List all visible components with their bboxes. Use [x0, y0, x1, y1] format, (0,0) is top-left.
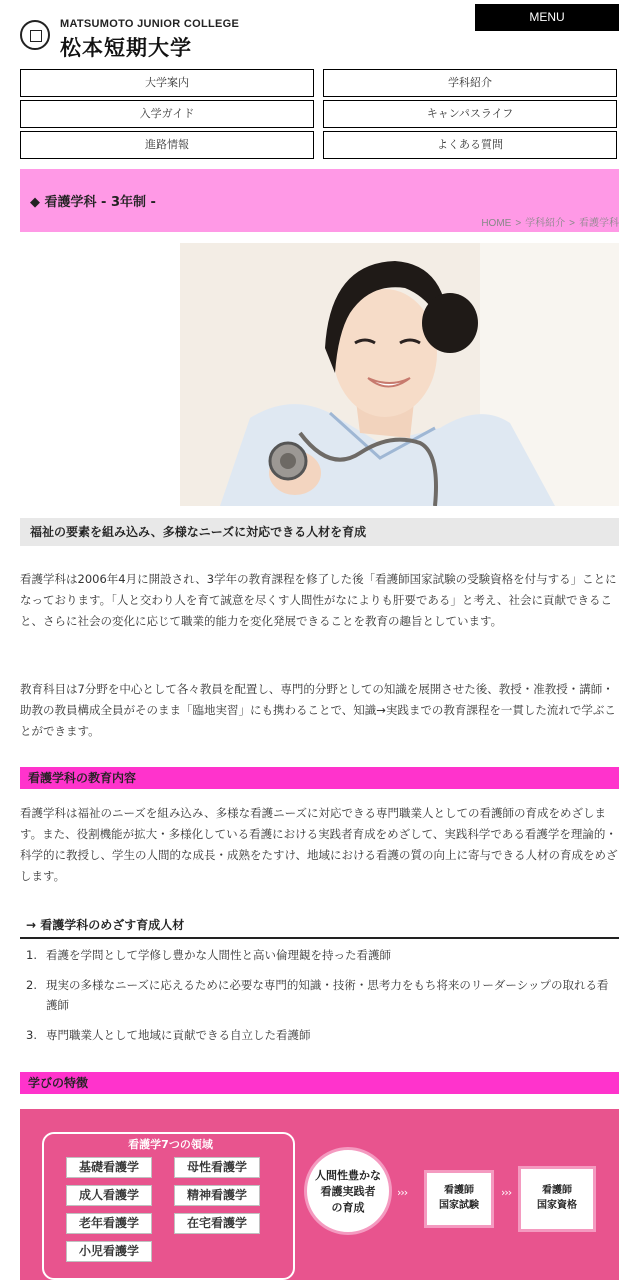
page-title: ◆ 看護学科 - 3年制 - [30, 195, 156, 210]
circle-line: 人間性豊かな [315, 1169, 381, 1182]
goals-list [20, 945, 619, 1045]
exam-line: 国家試験 [439, 1200, 479, 1211]
circle-line: の育成 [331, 1201, 365, 1214]
breadcrumb-current: 看護学科 [579, 218, 619, 229]
flow-arrow-icon: ››› [501, 1186, 512, 1199]
field-chip: 小児看護学 [66, 1241, 152, 1262]
field-chip: 基礎看護学 [66, 1157, 152, 1178]
logo-japanese[interactable]: 松本短期大学 [60, 36, 192, 60]
breadcrumb-separator: > [515, 218, 522, 229]
field-chip: 精神看護学 [174, 1185, 260, 1206]
field-chip: 老年看護学 [66, 1213, 152, 1234]
goal-text: 看護を学問として学修し豊かな人間性と高い倫理観を持った看護師 [46, 948, 391, 962]
nav-item-admissions[interactable]: 入学ガイド [20, 100, 314, 128]
intro-paragraph-1: 看護学科は2006年4月に開設され、3学年の教育課程を修了した後「看護師国家試験の受験資格を付与する」ことになっております。「人と交わり人を育て誠意を尽くす人間性がなによりも肝要である」と考え、社会に貢献できること、さらに社会の変化に応じて職業的能力を変化発展できることを教育の趣旨としています。 [20, 572, 617, 628]
field-chip: 成人看護学 [66, 1185, 152, 1206]
license-line: 国家資格 [537, 1200, 577, 1211]
nav-item-campus-life[interactable]: キャンパスライフ [323, 100, 617, 128]
menu-button[interactable]: MENU [475, 4, 619, 31]
exam-line: 看護師 [444, 1185, 474, 1196]
goal-number: 2. [26, 978, 37, 992]
nurse-illustration [180, 243, 619, 506]
nav-item-departments[interactable]: 学科紹介 [323, 69, 617, 97]
goal-text: 現実の多様なニーズに応えるために必要な専門的知識・技術・思考力をもち将来のリーダーシップの取れる看護師 [46, 978, 609, 1012]
license-line: 看護師 [542, 1185, 572, 1196]
goal-item [20, 1025, 619, 1045]
national-license-box [518, 1166, 596, 1232]
goal-circle [304, 1147, 392, 1235]
breadcrumb-separator: > [569, 218, 575, 229]
goal-item [20, 945, 619, 965]
field-chip: 母性看護学 [174, 1157, 260, 1178]
nursing-fields-title: 看護学7つの領域 [128, 1138, 213, 1151]
intro-paragraph-2: 教育科目は7分野を中心として各々教員を配置し、専門的分野としての知識を展開させた後、教授・准教授・講師・助教の教員構成全員がそのまま「臨地実習」にも携わることで、知識→実践までの教育課程を一貫した流れで学ぶことができます。 [20, 682, 616, 738]
circle-line: 看護実践者 [320, 1185, 376, 1198]
page-title-band [20, 169, 619, 232]
goal-number: 1. [26, 948, 37, 962]
logo-english[interactable]: MATSUMOTO JUNIOR COLLEGE [60, 18, 240, 30]
nav-item-career[interactable]: 進路情報 [20, 131, 314, 159]
national-exam-box [424, 1170, 494, 1228]
nav-item-faq[interactable]: よくある質問 [323, 131, 617, 159]
college-seal-icon[interactable] [20, 20, 50, 50]
goal-item [20, 975, 619, 1015]
education-paragraph: 看護学科は福祉のニーズを組み込み、多様な看護ニーズに対応できる専門職業人としての看護師の育成をめざします。また、役割機能が拡大・多様化している看護における実践者育成をめざして、実践科学である看護学を理論的・科学的に教授し、学生の人間的な成長・成熟をたすけ、地域における看護の質の向上に寄与できる人材の育成をめざします。 [20, 806, 618, 883]
breadcrumb-departments[interactable]: 学科紹介 [525, 218, 566, 229]
field-chip: 在宅看護学 [174, 1213, 260, 1234]
education-heading: 看護学科の教育内容 [20, 767, 619, 789]
nursing-fields-group [42, 1132, 295, 1280]
flow-arrow-icon: ››› [397, 1186, 408, 1199]
learning-features-diagram [20, 1109, 619, 1280]
goal-text: 専門職業人として地域に貢献できる自立した看護師 [46, 1028, 311, 1042]
hero-photo [180, 243, 619, 506]
nav-item-about[interactable]: 大学案内 [20, 69, 314, 97]
breadcrumb [481, 214, 619, 229]
breadcrumb-home[interactable]: HOME [481, 218, 512, 229]
site-header [0, 0, 640, 64]
features-heading: 学びの特徴 [20, 1072, 619, 1094]
intro-heading: 福祉の要素を組み込み、多様なニーズに対応できる人材を育成 [20, 518, 619, 546]
goal-number: 3. [26, 1028, 37, 1042]
goals-heading: → 看護学科のめざす育成人材 [20, 913, 619, 939]
